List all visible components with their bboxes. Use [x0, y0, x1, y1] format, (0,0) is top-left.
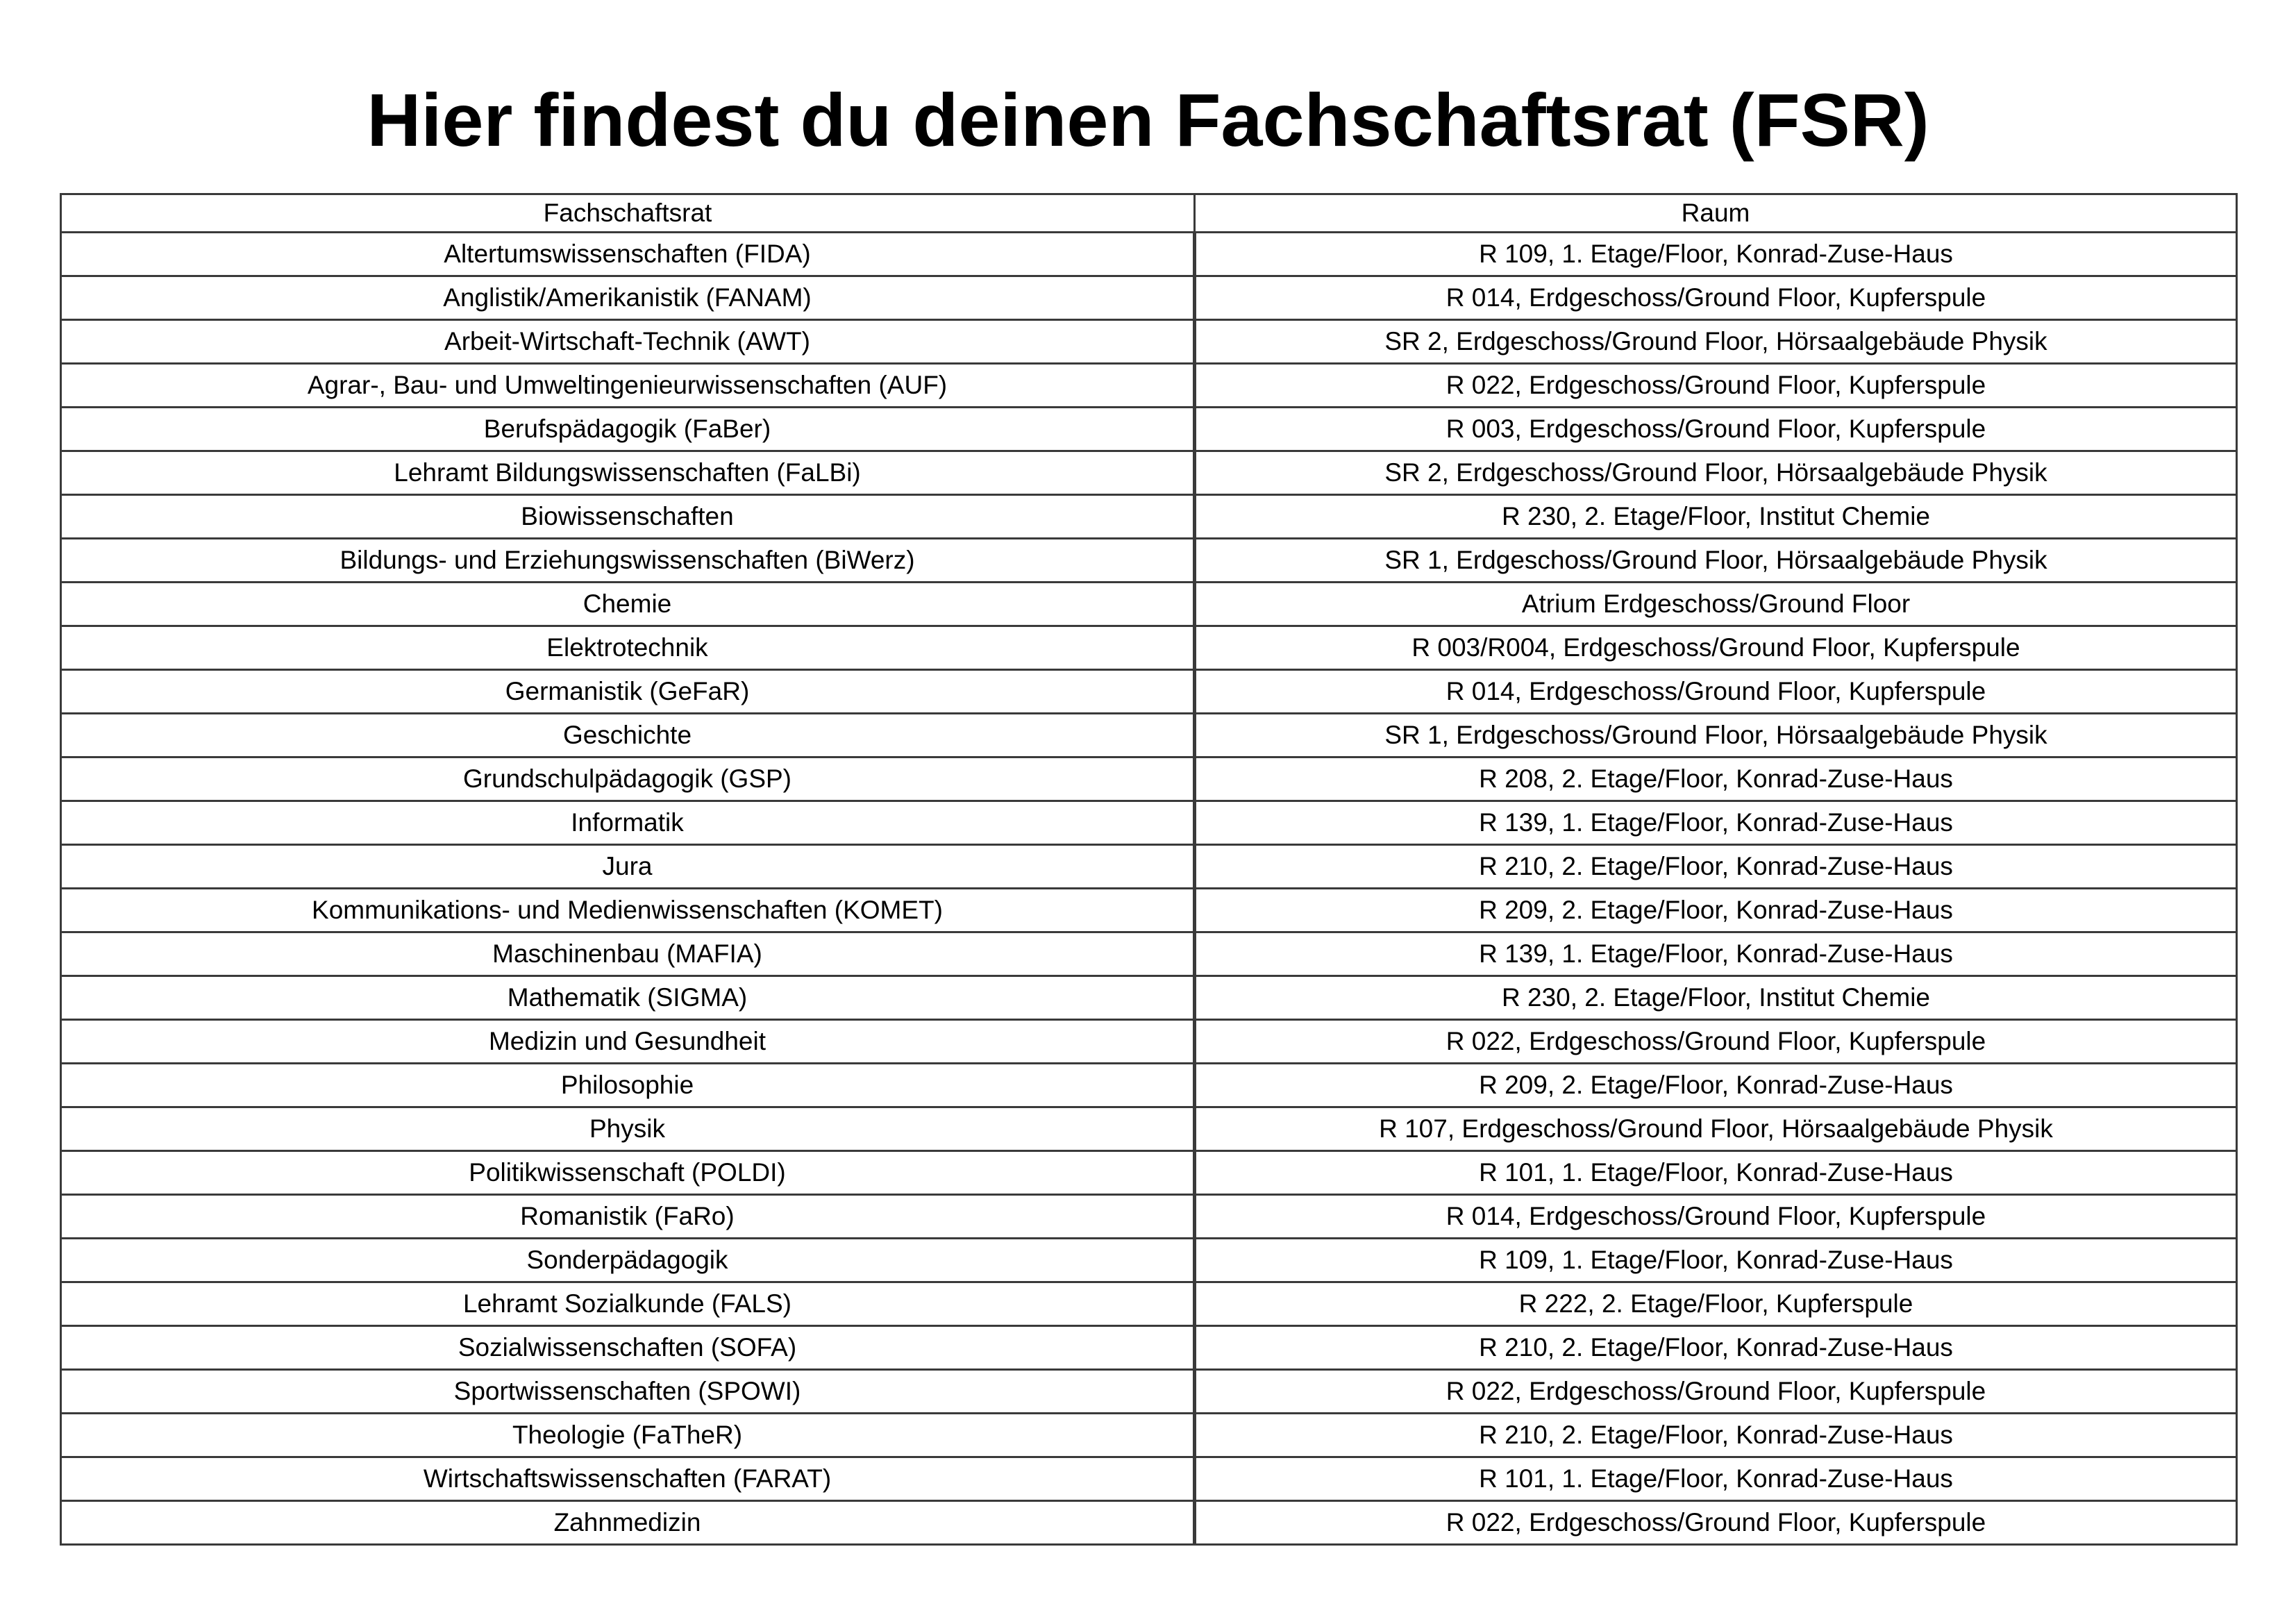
- raum-cell: R 014, Erdgeschoss/Ground Floor, Kupferspule: [1195, 670, 2237, 714]
- fachschaftsrat-cell: Jura: [61, 845, 1195, 889]
- raum-cell: R 003/R004, Erdgeschoss/Ground Floor, Kupferspule: [1195, 626, 2237, 670]
- fachschaftsrat-cell: Informatik: [61, 801, 1195, 845]
- raum-cell: Atrium Erdgeschoss/Ground Floor: [1195, 583, 2237, 626]
- raum-cell: R 222, 2. Etage/Floor, Kupferspule: [1195, 1282, 2237, 1326]
- column-header-raum: Raum: [1195, 194, 2237, 233]
- table-row: [61, 932, 2237, 976]
- table-row: [61, 276, 2237, 320]
- raum-cell: R 210, 2. Etage/Floor, Konrad-Zuse-Haus: [1195, 1414, 2237, 1457]
- fachschaftsrat-cell: Mathematik (SIGMA): [61, 976, 1195, 1020]
- raum-cell: R 101, 1. Etage/Floor, Konrad-Zuse-Haus: [1195, 1457, 2237, 1501]
- column-header-fachschaftsrat: Fachschaftsrat: [61, 194, 1195, 233]
- fachschaftsrat-cell: Grundschulpädagogik (GSP): [61, 757, 1195, 801]
- raum-cell: R 101, 1. Etage/Floor, Konrad-Zuse-Haus: [1195, 1151, 2237, 1195]
- raum-cell: R 003, Erdgeschoss/Ground Floor, Kupferspule: [1195, 408, 2237, 451]
- table-row: [61, 626, 2237, 670]
- fachschaftsrat-cell: Bildungs- und Erziehungswissenschaften (BiWerz): [61, 539, 1195, 583]
- table-row: [61, 320, 2237, 364]
- raum-cell: R 230, 2. Etage/Floor, Institut Chemie: [1195, 976, 2237, 1020]
- table-row: [61, 889, 2237, 932]
- table-row: [61, 670, 2237, 714]
- fachschaftsrat-cell: Elektrotechnik: [61, 626, 1195, 670]
- fachschaftsrat-cell: Agrar-, Bau- und Umweltingenieurwissenschaften (AUF): [61, 364, 1195, 408]
- fachschaftsrat-cell: Sonderpädagogik: [61, 1239, 1195, 1282]
- fachschaftsrat-cell: Geschichte: [61, 714, 1195, 757]
- table-row: [61, 1151, 2237, 1195]
- table-row: [61, 1239, 2237, 1282]
- table-header-row: [61, 194, 2237, 233]
- table-row: [61, 714, 2237, 757]
- fachschaftsrat-cell: Politikwissenschaft (POLDI): [61, 1151, 1195, 1195]
- fsr-table: [60, 193, 2238, 1546]
- table-body: [61, 233, 2237, 1545]
- table-row: [61, 1064, 2237, 1107]
- fachschaftsrat-cell: Sportwissenschaften (SPOWI): [61, 1370, 1195, 1414]
- fsr-table-container: [60, 193, 2236, 1546]
- table-row: [61, 495, 2237, 539]
- fachschaftsrat-cell: Lehramt Sozialkunde (FALS): [61, 1282, 1195, 1326]
- raum-cell: R 209, 2. Etage/Floor, Konrad-Zuse-Haus: [1195, 889, 2237, 932]
- raum-cell: R 109, 1. Etage/Floor, Konrad-Zuse-Haus: [1195, 1239, 2237, 1282]
- raum-cell: R 139, 1. Etage/Floor, Konrad-Zuse-Haus: [1195, 932, 2237, 976]
- fachschaftsrat-cell: Maschinenbau (MAFIA): [61, 932, 1195, 976]
- fachschaftsrat-cell: Medizin und Gesundheit: [61, 1020, 1195, 1064]
- table-row: [61, 1282, 2237, 1326]
- fachschaftsrat-cell: Berufspädagogik (FaBer): [61, 408, 1195, 451]
- fachschaftsrat-cell: Germanistik (GeFaR): [61, 670, 1195, 714]
- fachschaftsrat-cell: Sozialwissenschaften (SOFA): [61, 1326, 1195, 1370]
- table-row: [61, 1195, 2237, 1239]
- table-row: [61, 1414, 2237, 1457]
- raum-cell: R 022, Erdgeschoss/Ground Floor, Kupferspule: [1195, 1501, 2237, 1545]
- raum-cell: R 208, 2. Etage/Floor, Konrad-Zuse-Haus: [1195, 757, 2237, 801]
- table-row: [61, 233, 2237, 276]
- table-row: [61, 364, 2237, 408]
- table-row: [61, 1457, 2237, 1501]
- raum-cell: SR 2, Erdgeschoss/Ground Floor, Hörsaalgebäude Physik: [1195, 320, 2237, 364]
- raum-cell: R 139, 1. Etage/Floor, Konrad-Zuse-Haus: [1195, 801, 2237, 845]
- table-row: [61, 757, 2237, 801]
- fachschaftsrat-cell: Philosophie: [61, 1064, 1195, 1107]
- table-row: [61, 583, 2237, 626]
- fachschaftsrat-cell: Kommunikations- und Medienwissenschaften (KOMET): [61, 889, 1195, 932]
- fachschaftsrat-cell: Altertumswissenschaften (FIDA): [61, 233, 1195, 276]
- table-row: [61, 451, 2237, 495]
- raum-cell: SR 1, Erdgeschoss/Ground Floor, Hörsaalgebäude Physik: [1195, 714, 2237, 757]
- fachschaftsrat-cell: Anglistik/Amerikanistik (FANAM): [61, 276, 1195, 320]
- raum-cell: SR 1, Erdgeschoss/Ground Floor, Hörsaalgebäude Physik: [1195, 539, 2237, 583]
- page-title: Hier findest du deinen Fachschaftsrat (FSR): [367, 78, 1929, 162]
- fachschaftsrat-cell: Physik: [61, 1107, 1195, 1151]
- fachschaftsrat-cell: Wirtschaftswissenschaften (FARAT): [61, 1457, 1195, 1501]
- fachschaftsrat-cell: Arbeit-Wirtschaft-Technik (AWT): [61, 320, 1195, 364]
- raum-cell: R 022, Erdgeschoss/Ground Floor, Kupferspule: [1195, 1020, 2237, 1064]
- raum-cell: R 210, 2. Etage/Floor, Konrad-Zuse-Haus: [1195, 845, 2237, 889]
- raum-cell: R 014, Erdgeschoss/Ground Floor, Kupferspule: [1195, 1195, 2237, 1239]
- table-row: [61, 976, 2237, 1020]
- fachschaftsrat-cell: Theologie (FaTheR): [61, 1414, 1195, 1457]
- raum-cell: R 014, Erdgeschoss/Ground Floor, Kupferspule: [1195, 276, 2237, 320]
- raum-cell: R 022, Erdgeschoss/Ground Floor, Kupferspule: [1195, 364, 2237, 408]
- table-row: [61, 1020, 2237, 1064]
- table-row: [61, 845, 2237, 889]
- raum-cell: R 107, Erdgeschoss/Ground Floor, Hörsaalgebäude Physik: [1195, 1107, 2237, 1151]
- table-row: [61, 539, 2237, 583]
- raum-cell: R 210, 2. Etage/Floor, Konrad-Zuse-Haus: [1195, 1326, 2237, 1370]
- table-row: [61, 1370, 2237, 1414]
- raum-cell: R 209, 2. Etage/Floor, Konrad-Zuse-Haus: [1195, 1064, 2237, 1107]
- raum-cell: R 109, 1. Etage/Floor, Konrad-Zuse-Haus: [1195, 233, 2237, 276]
- table-row: [61, 1501, 2237, 1545]
- fachschaftsrat-cell: Romanistik (FaRo): [61, 1195, 1195, 1239]
- fachschaftsrat-cell: Chemie: [61, 583, 1195, 626]
- table-row: [61, 1326, 2237, 1370]
- table-row: [61, 1107, 2237, 1151]
- fachschaftsrat-cell: Biowissenschaften: [61, 495, 1195, 539]
- raum-cell: R 022, Erdgeschoss/Ground Floor, Kupferspule: [1195, 1370, 2237, 1414]
- fachschaftsrat-cell: Lehramt Bildungswissenschaften (FaLBi): [61, 451, 1195, 495]
- raum-cell: R 230, 2. Etage/Floor, Institut Chemie: [1195, 495, 2237, 539]
- fachschaftsrat-cell: Zahnmedizin: [61, 1501, 1195, 1545]
- raum-cell: SR 2, Erdgeschoss/Ground Floor, Hörsaalgebäude Physik: [1195, 451, 2237, 495]
- table-row: [61, 408, 2237, 451]
- table-row: [61, 801, 2237, 845]
